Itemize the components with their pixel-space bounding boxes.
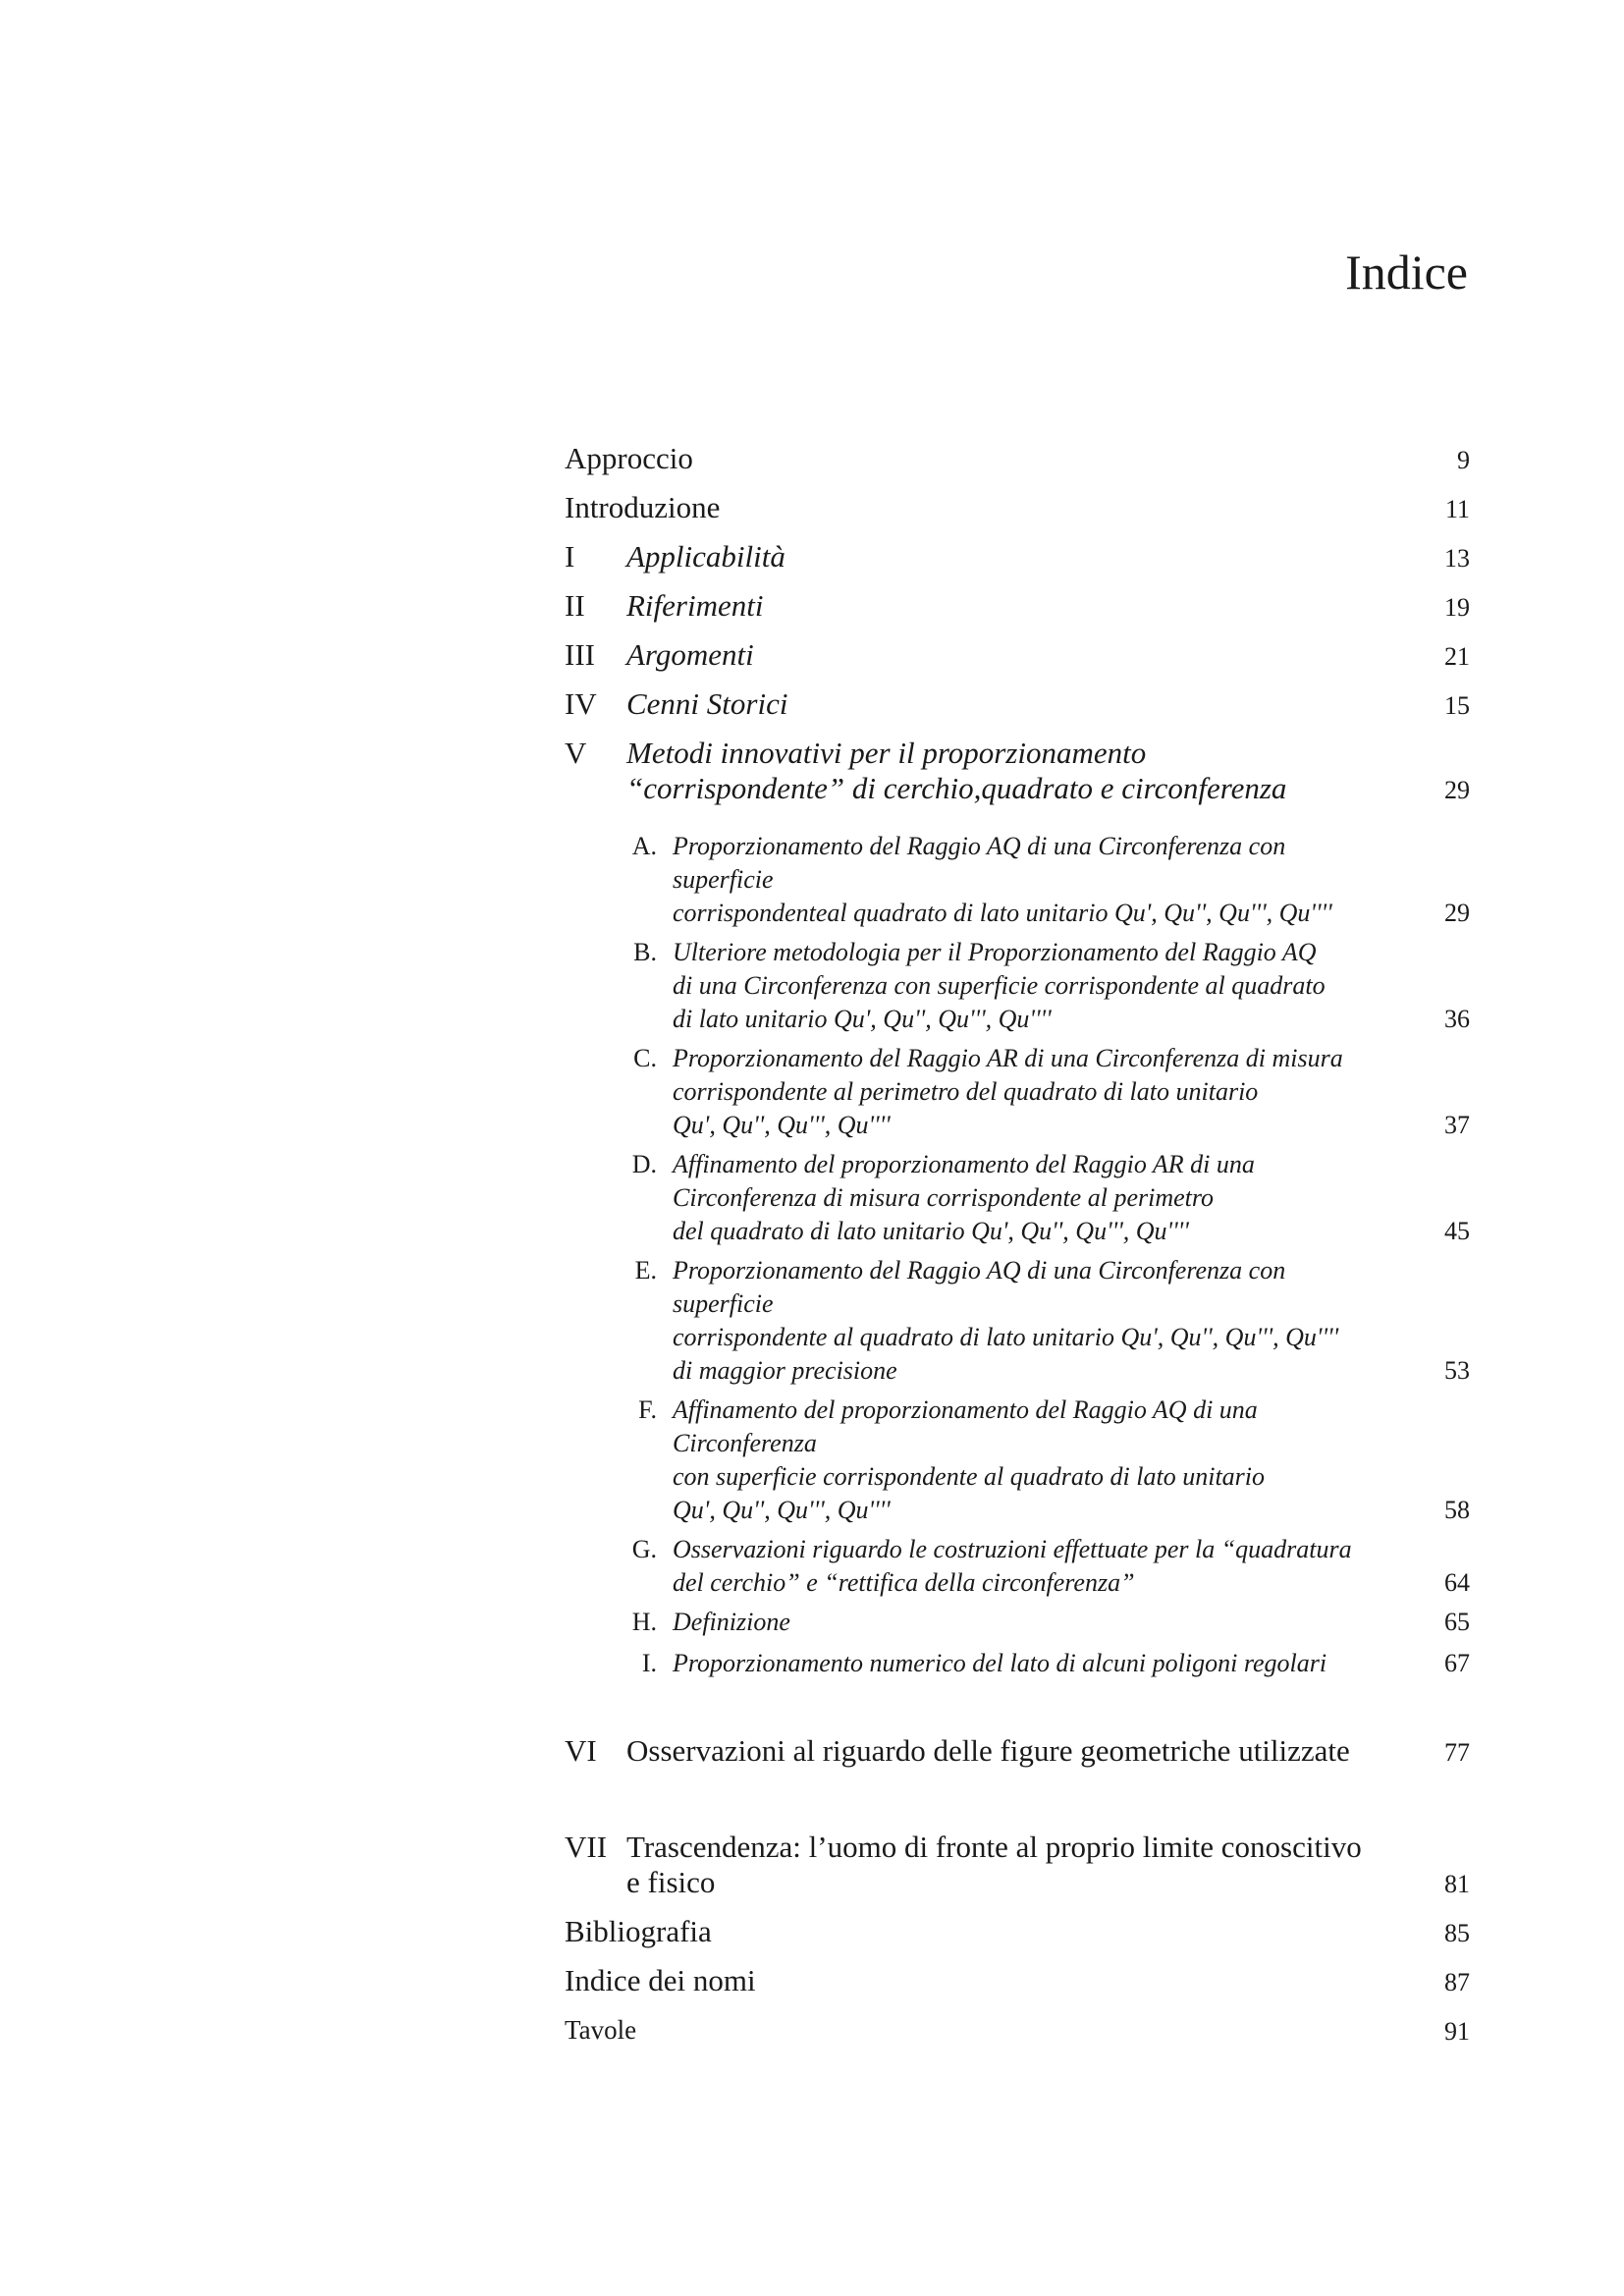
toc-page-number: 67 bbox=[1444, 1649, 1470, 1677]
toc-entry-title: Approccio bbox=[565, 441, 693, 475]
toc-subentry-letter: F. bbox=[638, 1395, 657, 1424]
toc-page-number: 91 bbox=[1444, 2017, 1470, 2046]
toc-entry-title: Trascendenza: l’uomo di fronte al proprio limite conoscitivo e fisico bbox=[626, 1830, 1362, 1899]
toc-page-number: 19 bbox=[1444, 593, 1470, 622]
toc-page-number: 53 bbox=[1444, 1356, 1470, 1385]
toc-entry-tavole bbox=[565, 2012, 1470, 2048]
toc-subentry-title: Definizione bbox=[673, 1608, 790, 1636]
toc-page-number: 11 bbox=[1444, 495, 1470, 523]
toc-roman-numeral: VI bbox=[565, 1733, 597, 1768]
toc-entry-title: Metodi innovativi per il proporzionamento “corrispondente” di cerchio,quadrato e circonferenza bbox=[626, 736, 1287, 805]
toc-roman-numeral: II bbox=[565, 588, 585, 623]
toc-roman-numeral: IV bbox=[565, 686, 597, 721]
toc-subentry-letter: C. bbox=[633, 1044, 657, 1072]
toc-subentry-letter: E. bbox=[634, 1256, 657, 1285]
toc-subentry-title: Proporzionamento numerico del lato di alcuni poligoni regolari bbox=[673, 1649, 1327, 1677]
toc-subentry-c bbox=[565, 1042, 1470, 1142]
toc-subentry-title: Affinamento del proporzionamento del Raggio AQ di una Circonferenza con superficie corrispondente al quadrato di lato unitario Qu', Qu'', Qu''', Qu'''' bbox=[673, 1395, 1266, 1524]
toc-subentry-g bbox=[565, 1533, 1470, 1600]
toc-subentry-title: Proporzionamento del Raggio AQ di una Circonferenza con superficie corrispondenteal quadrato di lato unitario Qu', Qu'', Qu''', Qu'''' bbox=[673, 832, 1332, 927]
toc-roman-numeral: VII bbox=[565, 1830, 608, 1864]
toc-page-number: 37 bbox=[1444, 1111, 1470, 1139]
toc-entry-i bbox=[565, 539, 1470, 574]
page-title: Indice bbox=[1345, 245, 1468, 300]
toc-subentry-a bbox=[565, 830, 1470, 930]
toc-subentry-d bbox=[565, 1148, 1470, 1248]
toc-subentry-title: Proporzionamento del Raggio AQ di una Circonferenza con superficie corrispondente al quadrato di lato unitario Qu', Qu'', Qu''', Qu'''' di maggior precisione bbox=[673, 1256, 1339, 1385]
toc-subentry-title: Proporzionamento del Raggio AR di una Circonferenza di misura corrispondente al perimetro del quadrato di lato unitario Qu', Qu'', Qu''', Qu'''' bbox=[673, 1044, 1343, 1139]
toc-subentry-e bbox=[565, 1254, 1470, 1388]
toc-subentry-b bbox=[565, 936, 1470, 1036]
toc-entry-title: Applicabilità bbox=[626, 539, 785, 574]
toc-page-number: 21 bbox=[1444, 642, 1470, 671]
toc-page-number: 29 bbox=[1444, 776, 1470, 804]
toc-page-number: 45 bbox=[1444, 1217, 1470, 1245]
toc-entry-iv bbox=[565, 686, 1470, 722]
toc-page-number: 13 bbox=[1444, 544, 1470, 573]
toc-subentry-title: Ulteriore metodologia per il Proporzionamento del Raggio AQ di una Circonferenza con superficie corrispondente al quadrato di lato unitario Qu', Qu'', Qu''', Qu'''' bbox=[673, 938, 1326, 1033]
toc-subentry-letter: D. bbox=[631, 1150, 657, 1178]
toc-page-number: 36 bbox=[1444, 1005, 1470, 1033]
toc-entry-title: Osservazioni al riguardo delle figure geometriche utilizzate bbox=[626, 1733, 1350, 1768]
toc-subentry-letter: A. bbox=[631, 832, 657, 860]
toc-entry-title: Bibliografia bbox=[565, 1914, 712, 1948]
toc-entry-vi bbox=[565, 1733, 1470, 1769]
toc-page-number: 81 bbox=[1444, 1870, 1470, 1898]
toc-page-number: 77 bbox=[1444, 1738, 1470, 1767]
toc-subentry-letter: G. bbox=[631, 1535, 657, 1563]
toc-roman-numeral: I bbox=[565, 539, 575, 574]
toc-subentry-h bbox=[565, 1606, 1470, 1639]
toc-entry-indice-dei-nomi bbox=[565, 1963, 1470, 1998]
toc-subentry-i bbox=[565, 1647, 1470, 1680]
toc-entry-iii bbox=[565, 637, 1470, 673]
toc-entry-bibliografia bbox=[565, 1914, 1470, 1949]
table-of-contents bbox=[565, 441, 1470, 2048]
toc-entry-title: Cenni Storici bbox=[626, 686, 788, 721]
toc-page-number: 15 bbox=[1444, 691, 1470, 720]
toc-entry-title: Riferimenti bbox=[626, 588, 764, 623]
toc-entry-vii bbox=[565, 1830, 1470, 1900]
toc-subentry-letter: B. bbox=[633, 938, 657, 966]
toc-entry-ii bbox=[565, 588, 1470, 624]
toc-page-number: 85 bbox=[1444, 1919, 1470, 1947]
toc-page-number: 29 bbox=[1444, 899, 1470, 927]
toc-page-number: 65 bbox=[1444, 1608, 1470, 1636]
toc-subentry-title: Affinamento del proporzionamento del Raggio AR di una Circonferenza di misura corrispondente al perimetro del quadrato di lato unitario Qu', Qu'', Qu''', Qu'''' bbox=[673, 1150, 1255, 1245]
toc-entry-approccio bbox=[565, 441, 1470, 476]
toc-page-number: 64 bbox=[1444, 1568, 1470, 1597]
toc-page-number: 58 bbox=[1444, 1496, 1470, 1524]
toc-entry-title: Argomenti bbox=[626, 637, 754, 672]
toc-subentry-f bbox=[565, 1394, 1470, 1527]
toc-roman-numeral: III bbox=[565, 637, 595, 672]
toc-page-number: 9 bbox=[1457, 446, 1470, 474]
toc-entry-introduzione bbox=[565, 490, 1470, 525]
toc-entry-v bbox=[565, 736, 1470, 806]
toc-roman-numeral: V bbox=[565, 736, 587, 770]
toc-subentry-letter: I. bbox=[641, 1649, 657, 1677]
toc-entry-title: Introduzione bbox=[565, 490, 721, 524]
toc-entry-title: Tavole bbox=[565, 2015, 637, 2045]
toc-page-number: 87 bbox=[1444, 1968, 1470, 1996]
toc-subentry-letter: H. bbox=[631, 1608, 657, 1636]
toc-subentry-title: Osservazioni riguardo le costruzioni effettuate per la “quadratura del cerchio” e “rettifica della circonferenza” bbox=[673, 1535, 1352, 1597]
toc-entry-title: Indice dei nomi bbox=[565, 1963, 756, 1997]
